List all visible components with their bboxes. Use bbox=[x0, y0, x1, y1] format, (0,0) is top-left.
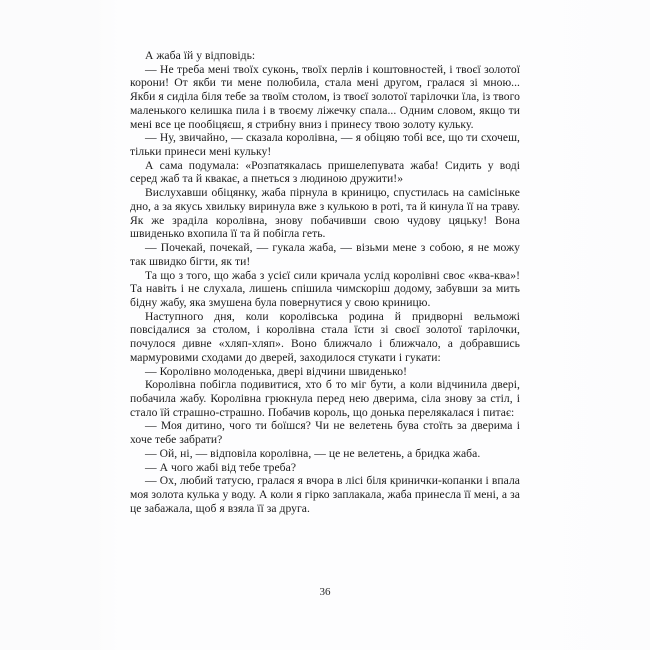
paragraph: Наступного дня, коли королівська родина й придворні вельможі повсідалися за столом, і королівна стала їсти зі своєї золотої тарілочки, почулося дивне «хляп-хляп». Воно ближчало і ближчало, а добравшись мармуровими сходами до дверей, заходилося стукати і гукати: bbox=[130, 309, 520, 364]
paragraph: — Королівно молоденька, двері відчини швиденько! bbox=[145, 364, 407, 378]
paragraph: — Почекай, почекай, — гукала жаба, — візьми мене з собою, я не можу так швидко бігти, як ти! bbox=[130, 241, 520, 268]
paragraph: — Моя дитино, чого ти боїшся? Чи не велетень бува стоїть за дверима і хоче тебе забрати? bbox=[130, 419, 520, 447]
paragraph: — А чого жабі від тебе треба? bbox=[145, 460, 297, 474]
paragraph: — Ну, звичайно, — сказала королівна, — я обіцяю тобі все, що ти схочеш, тільки принеси мені кульку! bbox=[130, 131, 520, 159]
paragraph: — Ох, любий татусю, гралася я вчора в лісі біля кринички-копанки і впала моя золота кулька у воду. А коли я гірко заплакала, жаба принесла її мені, а за це забажала, щоб я взяла її за друга. bbox=[130, 474, 520, 515]
paragraph: — Не треба мені твоїх суконь, твоїх перлів і коштовностей, і твоєї золотої корони! От якби ти мене полюбила, стала мені другом, гралася зі мною... Якби я сиділа біля тебе за твоїм столом, із твоєї золотої тарілочки їла, із твого маленького келишка пила і в твоєму ліжечку спала... Одним словом, якщо ти мені все це пообіцяєш, я стрибну вниз і принесу твою золоту кульку. bbox=[130, 62, 520, 131]
text-block bbox=[130, 49, 520, 515]
paragraph: Вислухавши обіцянку, жаба пірнула в криницю, спустилась на самісіньке дно, а за якусь хвильку виринула вже з кулькою в роті, та й кинула її на траву. Як же зраділа королівна, знову побачивши свою чудову цяцьку! Вона швиденько вхопила її та й побігла геть. bbox=[130, 186, 520, 241]
page-number: 36 bbox=[319, 586, 331, 598]
paragraph: Та що з того, що жаба з усієї сили кричала услід королівні своє «ква-ква»! Та навіть і не слухала, лишень спішила чимскоріш додому, забувши за мить бідну жабу, яка змушена була повернутися у свою криницю. bbox=[130, 268, 520, 309]
paragraph: А жаба їй у відповідь: bbox=[145, 49, 256, 62]
paragraph: Королівна побігла подивитися, хто б то міг бути, а коли відчинила двері, побачила жабу. Королівна грюкнула перед нею дверима, сіла знову за стіл, і стало їй страшно-страшно. Побачив король, що донька перелякалася і питає: bbox=[130, 378, 520, 419]
paragraph: — Ой, ні, — відповіла королівна, — це не велетень, а бридка жаба. bbox=[145, 446, 481, 460]
paragraph: А сама подумала: «Розпатякалась пришелепувата жаба! Сидить у воді серед жаб та й квакає, а пнеться з людиною дружити!» bbox=[130, 158, 520, 186]
